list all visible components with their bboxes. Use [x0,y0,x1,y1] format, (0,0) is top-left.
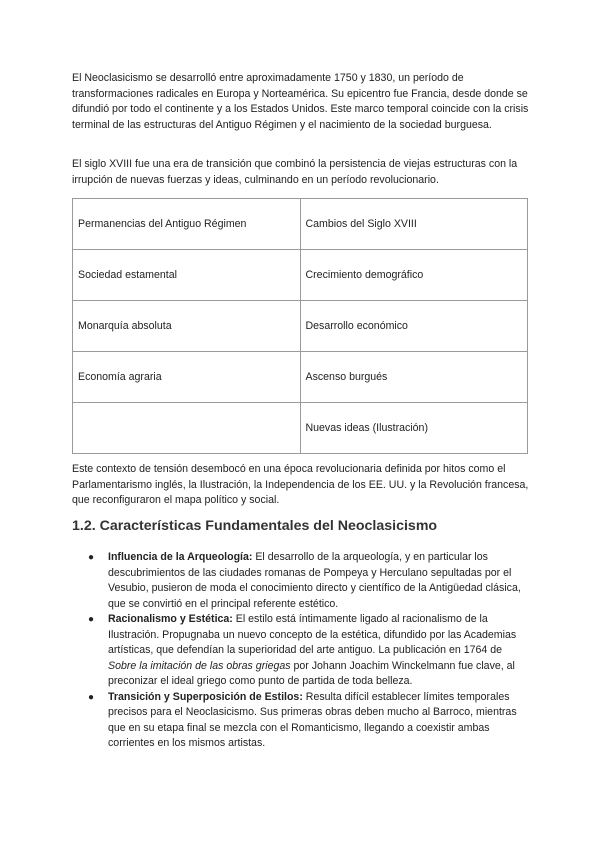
bullet-icon: ● [88,552,95,563]
table-header-cell: Permanencias del Antiguo Régimen [73,199,301,250]
book-title: Sobre la imitación de las obras griegas [108,659,291,672]
bullet-title: Transición y Superposición de Estilos: [108,690,303,703]
list-item [72,550,528,612]
table-row [73,352,528,403]
intro-paragraph-2: El siglo XVIII fue una era de transición que combinó la persistencia de viejas estructuras con la irrupción de nuevas fuerzas y ideas, culminando en un período revolucionario. [72,158,518,186]
table-header-row [73,199,528,250]
table-cell [73,403,301,454]
table-cell: Desarrollo económico [300,301,528,352]
after-table-paragraph: Este contexto de tensión desembocó en una época revolucionaria definida por hitos como el Parlamentarismo inglés, la Ilustración, la Independencia de los EE. UU. y la Revolución francesa, que reconfiguraron el mapa político y social. [72,463,529,506]
table-cell: Ascenso burgués [300,352,528,403]
bullet-text: El desarrollo de la arqueología, y en particular los descubrimientos de las ciudades romanas de Pompeya y Herculano sepultadas por el Vesubio, pusieron de moda el conocimiento directo y científico de la Antigüedad clásica, que se convirtió en el principal referente estético. [108,551,521,610]
table-cell: Monarquía absoluta [73,301,301,352]
intro-paragraph-1: El Neoclasicismo se desarrolló entre aproximadamente 1750 y 1830, un período de transformaciones radicales en Europa y Norteamérica. Su epicentro fue Francia, desde donde se difundió por todo el continente y a los Estados Unidos. Este marco temporal coincide con la crisis terminal de las estructuras del Antiguo Régimen y el nacimiento de la sociedad burguesa. [72,72,529,131]
table-cell: Sociedad estamental [73,250,301,301]
table-cell: Crecimiento demográfico [300,250,528,301]
bullet-title: Racionalismo y Estética: [108,613,233,625]
bullet-icon: ● [88,691,95,703]
table-row [73,250,528,301]
list-item [72,690,528,752]
bullet-text: por Johann Joachim Winckelmann fue clave, al preconizar el ideal griego como punto de partida de toda belleza. [108,659,515,687]
bullet-text: El estilo está íntimamente ligado al racionalismo de la Ilustración. Propugnaba un nuevo concepto de la estética, difundido por las Academias artísticas, que defendían la superioridad del arte antiguo. La publicación en 1764 de [108,613,517,656]
table-cell: Economía agraria [73,352,301,403]
characteristics-list [72,550,528,752]
bullet-icon: ● [88,614,95,625]
comparison-table [72,198,528,454]
table-row [73,403,528,454]
section-heading: 1.2. Características Fundamentales del Neoclasicismo [72,518,438,534]
table-header-cell: Cambios del Siglo XVIII [300,199,528,250]
bullet-text: Resulta difícil establecer límites temporales precisos para el Neoclasicismo. Sus primeras obras deben mucho al Barroco, mientras que en su etapa final se mezcla con el Romanticismo, llegando a coexistir ambas corrientes en los mismos artistas. [108,690,517,749]
list-item [72,612,528,690]
table-cell: Nuevas ideas (Ilustración) [300,403,528,454]
table-row [73,301,528,352]
bullet-title: Influencia de la Arqueología: [108,551,253,563]
